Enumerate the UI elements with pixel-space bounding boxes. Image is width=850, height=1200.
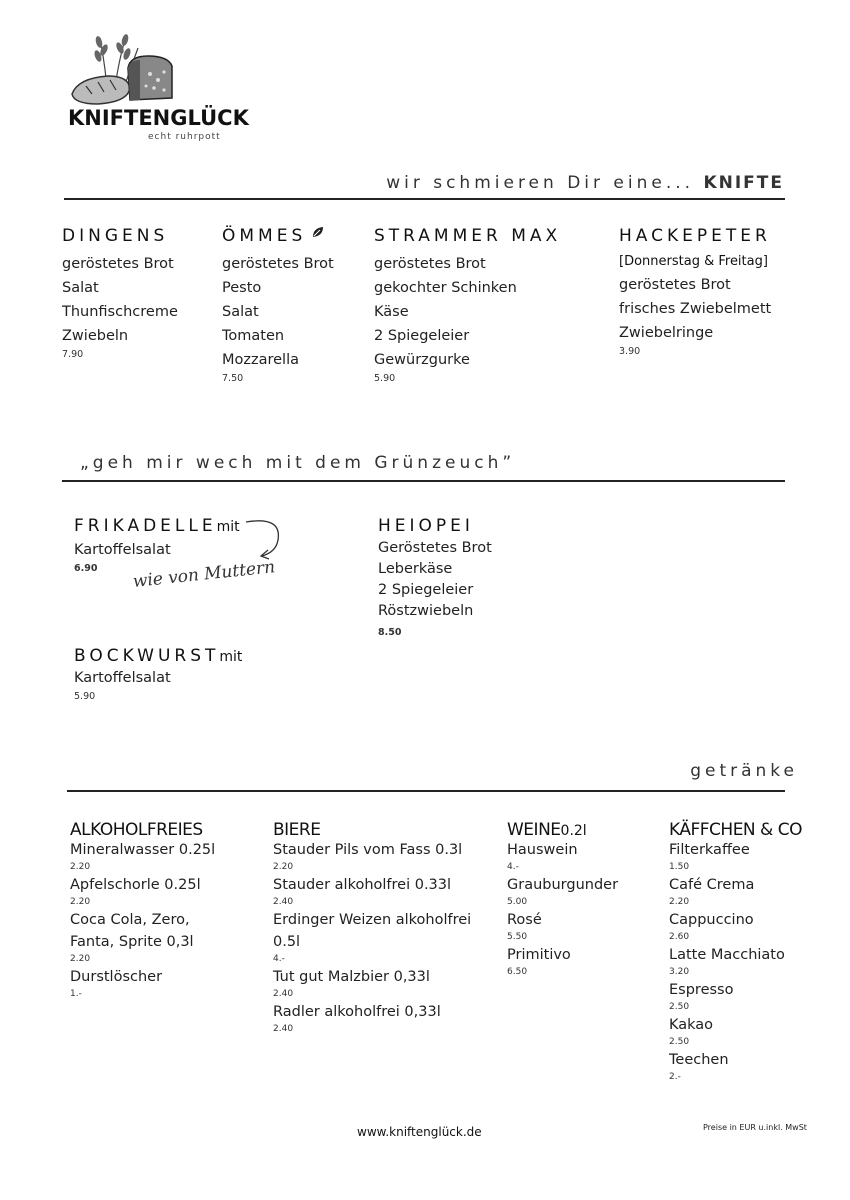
availability-note: [Donnerstag & Freitag] [619,254,768,269]
beverage-biere [273,820,483,1037]
beverage-price: 6.50 [507,967,528,977]
beverage-price: 2.20 [70,897,91,907]
ingredient: frisches Zwiebelmett [619,301,772,317]
beverage-category-title: WEINE [507,820,561,840]
dish-title-suffix: mit [219,649,243,665]
handwriting-note: wie von Muttern [131,557,277,592]
beverage-alkoholfreies [70,820,260,1002]
beverage-name: Stauder alkoholfrei 0.33l [273,877,452,893]
beverage-name: Durstlöscher [70,969,163,985]
dish-oemmes [222,226,334,386]
ingredient: geröstetes Brot [374,256,486,272]
section-divider [64,198,785,200]
price-note: Preise in EUR u.inkl. MwSt [703,1123,807,1132]
beverage-price: 5.50 [507,932,528,942]
beverage-price: 2.60 [669,932,690,942]
beverage-name: Rosé [507,912,542,928]
beverage-price: 5.00 [507,897,528,907]
beverage-name: Erdinger Weizen alkoholfrei [273,912,472,928]
ingredient: Leberkäse [378,561,453,577]
beverage-price: 4.- [273,954,285,964]
section-title-bold: KNIFTE [703,173,784,193]
ingredient: geröstetes Brot [222,256,334,272]
beverage-price: 2.20 [273,862,294,872]
ingredient: Geröstetes Brot [378,540,492,556]
ingredient: Kartoffelsalat [74,670,171,686]
curved-arrow-icon [244,514,294,564]
beverage-name: Teechen [669,1052,729,1068]
beverage-name: Tut gut Malzbier 0,33l [273,969,430,985]
logo [66,30,249,145]
beverage-price: 2.20 [669,897,690,907]
beverage-price: 2.50 [669,1002,690,1012]
dish-title-suffix: mit [216,519,240,535]
beverage-weine [507,820,657,980]
brand-name: KNIFTENGLÜCK [68,106,249,130]
beverage-category-title: ALKOHOLFREIES [70,820,203,840]
dish-price: 8.50 [378,627,402,638]
section-title-knifte [386,173,784,193]
section-title-prefix: wir schmieren Dir eine... [386,173,704,193]
ingredient: Mozzarella [222,352,299,368]
dish-price: 3.90 [619,346,641,357]
beverage-kaeffchen [669,820,829,1085]
beverage-price: 2.40 [273,989,294,999]
beverage-price: 2.20 [70,862,91,872]
beverage-price: 3.20 [669,967,690,977]
beverage-price: 2.50 [669,1037,690,1047]
beverage-name: Mineralwasser 0.25l [70,842,216,858]
ingredient: Käse [374,304,409,320]
dish-title: ÖMMES [222,226,307,246]
section-divider [62,480,785,482]
beverage-name: Hauswein [507,842,578,858]
beverage-name: Café Crema [669,877,755,893]
beverage-name: Filterkaffee [669,842,750,858]
dish-title: STRAMMER MAX [374,226,562,246]
beverage-name: Apfelschorle 0.25l [70,877,201,893]
dish-heiopei [378,516,492,640]
ingredient: Kartoffelsalat [74,542,171,558]
beverage-price: 1.50 [669,862,690,872]
dish-price: 6.90 [74,563,98,574]
beverage-price: 4.- [507,862,519,872]
ingredient: Thunfischcreme [62,304,178,320]
beverage-name: Espresso [669,982,734,998]
ingredient: geröstetes Brot [62,256,174,272]
website-link[interactable]: www.kniftenglück.de [357,1125,482,1139]
dish-price: 7.90 [62,349,84,360]
beverage-price: 2.- [669,1072,681,1082]
beverage-name-line2: 0.5l [273,934,301,950]
beverage-price: 2.40 [273,897,294,907]
ingredient: Zwiebelringe [619,325,714,341]
beverage-category-suffix: 0.2l [560,823,587,839]
ingredient: Tomaten [222,328,285,344]
brand-tagline: echt ruhrpott [148,132,221,142]
ingredient: geröstetes Brot [619,277,731,293]
dish-title: DINGENS [62,226,169,246]
beverage-name-line2: Fanta, Sprite 0,3l [70,934,194,950]
dish-price: 5.90 [74,691,96,702]
section-title-getraenke: getränke [690,761,798,781]
ingredient: Pesto [222,280,262,296]
dish-strammer-max [374,226,561,386]
ingredient: Röstzwiebeln [378,603,474,619]
beverage-name: Radler alkoholfrei 0,33l [273,1004,441,1020]
dish-title: HEIOPEI [378,516,474,536]
ingredient: 2 Spiegeleier [374,328,470,344]
ingredient: Zwiebeln [62,328,129,344]
beverage-name: Stauder Pils vom Fass 0.3l [273,842,463,858]
beverage-price: 2.20 [70,954,91,964]
ingredient: gekochter Schinken [374,280,517,296]
beverage-name: Coca Cola, Zero, [70,912,190,928]
section-divider [67,790,785,792]
dish-title: BOCKWURST [74,646,220,666]
beverage-name: Primitivo [507,947,571,963]
beverage-price: 2.40 [273,1024,294,1034]
dish-hackepeter [619,226,771,359]
beverage-name: Kakao [669,1017,714,1033]
bread-wheat-logo-icon [68,30,180,108]
beverage-name: Grauburgunder [507,877,619,893]
dish-title: HACKEPETER [619,226,771,246]
ingredient: Gewürzgurke [374,352,470,368]
beverage-name: Latte Macchiato [669,947,785,963]
dish-price: 7.50 [222,373,244,384]
dish-price: 5.90 [374,373,396,384]
ingredient: Salat [222,304,259,320]
dish-dingens [62,226,178,362]
ingredient: Salat [62,280,99,296]
dish-bockwurst [74,646,242,704]
dish-title: FRIKADELLE [74,516,217,536]
beverage-category-title: BIERE [273,820,321,840]
section-title-gruenzeuch: „geh mir wech mit dem Grünzeuch” [80,453,516,473]
ingredient: 2 Spiegeleier [378,582,474,598]
beverage-category-title: KÄFFCHEN & CO [669,820,802,840]
beverage-price: 1.- [70,989,82,999]
leaf-icon [312,226,324,238]
beverage-name: Cappuccino [669,912,754,928]
